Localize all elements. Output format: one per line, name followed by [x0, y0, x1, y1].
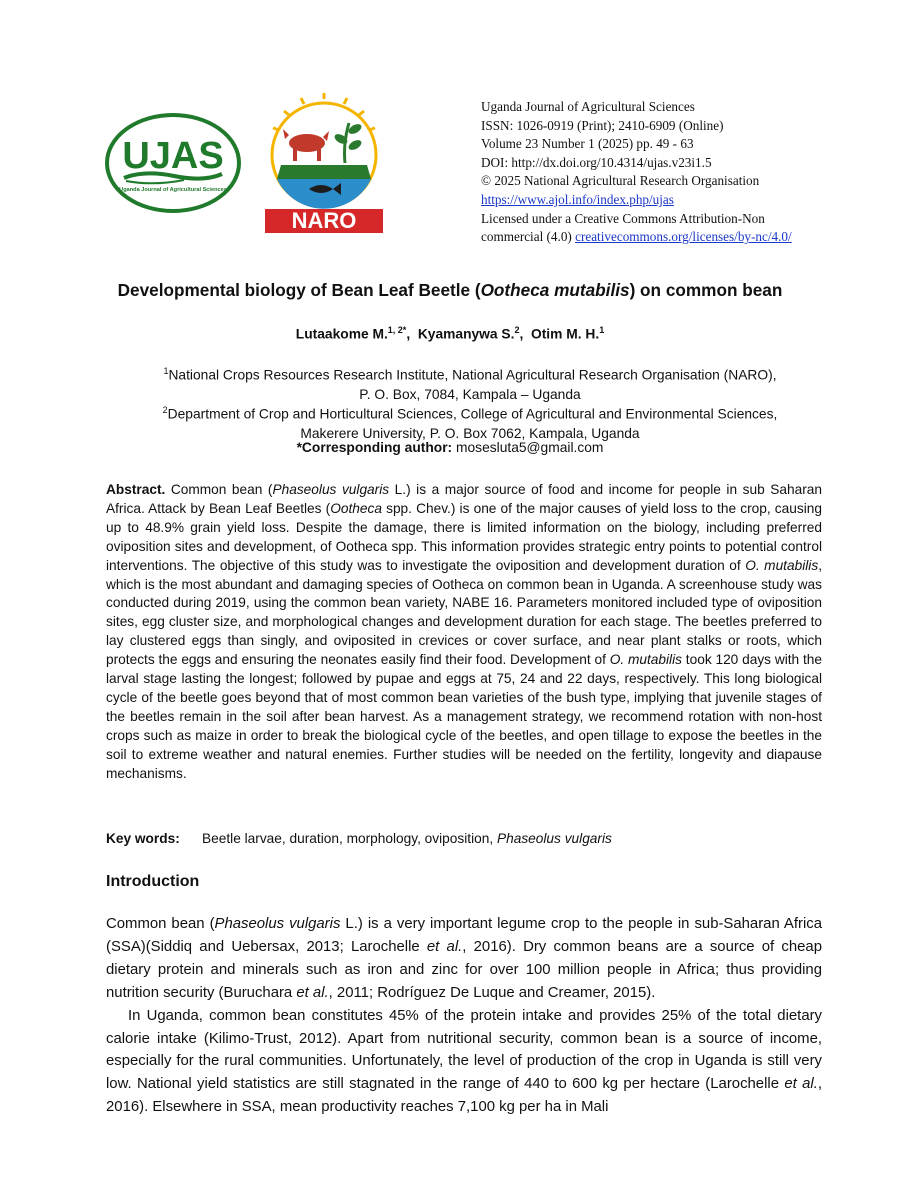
- intro-italic: et al.: [426, 938, 463, 955]
- author-affil-sup: 1: [599, 325, 605, 335]
- abstract-text: Common bean (: [165, 482, 273, 497]
- paper-title: [0, 280, 900, 301]
- naro-logo-text: NARO: [291, 208, 357, 233]
- author-name: Lutaakome M.: [295, 326, 388, 342]
- abstract-text: L.) is a major source of food and income for people in sub Saharan Africa. Attack by Bean Leaf Beetles (: [106, 482, 822, 516]
- keywords-italic: Phaseolus vulgaris: [496, 831, 612, 846]
- affiliation: [100, 401, 840, 443]
- title-text: Developmental biology of Bean Leaf Beetle (: [117, 280, 481, 300]
- author-name: Otim M. H.: [530, 326, 600, 342]
- intro-text: , 2016). Elsewhere in SSA, mean productivity reaches 7,100 kg per ha in Mali: [106, 1076, 822, 1116]
- ujas-logo-subtext: Uganda Journal of Agricultural Sciences: [119, 187, 227, 193]
- intro-text: , 2016). Dry common beans are a source of cheap dietary protein and minerals such as iron and zinc for over 100 million people in Africa; thus providing nutrition security (Buruchara: [106, 938, 822, 1001]
- abstract-label: Abstract.: [106, 482, 166, 497]
- affiliation-line: National Crops Resources Research Institute, National Agricultural Research Organisation (NARO),: [168, 367, 777, 383]
- keywords-colon: :: [175, 831, 180, 846]
- intro-text: L.) is a very important legume crop to the people in sub-Saharan Africa (SSA)(Siddiq and Uebersax, 2013; Larochelle: [106, 916, 822, 955]
- intro-text: Common bean (: [106, 916, 215, 932]
- intro-text: , 2011; Rodríguez De Luque and Creamer, 2015).: [328, 984, 656, 1001]
- journal-doi: DOI: http://dx.doi.org/10.4314/ujas.v23i1.5: [481, 154, 712, 170]
- journal-copyright: © 2025 National Agricultural Research Organisation: [481, 173, 760, 189]
- journal-info: [481, 98, 861, 247]
- affiliation-line: Makerere University, P. O. Box 7062, Kampala, Uganda: [300, 425, 640, 441]
- intro-italic: et al.: [784, 1076, 818, 1093]
- journal-name: Uganda Journal of Agricultural Sciences: [481, 99, 695, 114]
- ujas-logo: [104, 112, 242, 214]
- intro-italic: et al.: [296, 984, 329, 1001]
- ujas-logo-text: UJAS: [122, 135, 224, 177]
- abstract-text: took 120 days with the larval stage lasting the longest; followed by pupae and eggs at 75, 24 and 22 days, respectively. This long biological cycle of the beetle goes beyond that of most common bean varieties of the bush type, implying that juvenile stages of the beetles remain in the soil after bean harvest. As a management strategy, we recommend rotation with non-host crops such as maize in order to break the biological cycle of the beetles, and open tillage to expose the beetles in the soil to extreme weather and natural enemies. Further studies will be needed on the fertility, longevity and diapause mechanisms.: [106, 652, 822, 781]
- author-list: Lutaakome M.$^{1, 2*}$, Kyamanywa S.$^2$, Otim M. H.$^1$: [295, 325, 605, 342]
- journal-volume: Volume 23 Number 1 (2025) pp. 49 - 63: [481, 136, 694, 152]
- affiliation-line: Department of Crop and Horticultural Sciences, College of Agricultural and Environmental Sciences,: [167, 406, 778, 422]
- affiliation-line: P. O. Box, 7084, Kampala – Uganda: [359, 386, 581, 402]
- abstract-italic: Ootheca: [330, 500, 382, 516]
- intro-paragraph: [106, 913, 822, 1005]
- title-suffix: ) on common bean: [629, 280, 783, 300]
- license-prefix: commercial (4.0): [481, 229, 576, 245]
- license-url-link[interactable]: creativecommons.org/licenses/by-nc/4.0/: [575, 229, 792, 245]
- introduction-body: [106, 913, 822, 1119]
- author-affil-sup: 1, 2*: [387, 325, 407, 335]
- abstract-italic: O. mutabilis: [745, 557, 819, 573]
- author-name: Kyamanywa S.: [417, 326, 515, 342]
- affiliation-number: 2: [162, 405, 168, 415]
- abstract-text: spp. Chev.) is one of the major causes of yield loss to the crop, causing up to 48.9% grain yield loss. Despite the damage, there is limited information on the biology, including preferred oviposition sites and development, of Ootheca spp. This information provides strategic entry points to potential control interventions. The objective of this study was to investigate the oviposition and development duration of: [106, 500, 822, 573]
- corresponding-email: mosesluta5@gmail.com: [456, 440, 604, 455]
- affiliation-number: 1: [163, 366, 169, 376]
- author-affil-sup: 2: [514, 325, 520, 335]
- journal-url-link[interactable]: https://www.ajol.info/index.php/ujas: [481, 191, 674, 207]
- intro-italic: Phaseolus vulgaris: [214, 916, 341, 932]
- keywords-text: Beetle larvae, duration, morphology, oviposition,: [202, 831, 497, 846]
- abstract-italic: O. mutabilis: [609, 652, 682, 668]
- title-species: Ootheca mutabilis: [480, 280, 630, 300]
- abstract-text: , which is the most abundant and damaging species of Ootheca on common bean in Uganda. A screenhouse study was conducted during 2019, using the common bean variety, NABE 16. Parameters monitored included type of oviposition sites, egg cluster size, and morphological changes and development duration for each stage. The beetles preferred to lay clustered eggs than singly, and oviposited in crevices or cover surface, and near plant stalks or roots, which protects the eggs and ensuring the neonates easily find their food. Development of: [106, 557, 822, 668]
- naro-logo: [263, 93, 385, 235]
- license-line: Licensed under a Creative Commons Attribution-Non: [481, 210, 765, 226]
- keywords: [106, 831, 822, 846]
- intro-paragraph: [106, 1005, 822, 1120]
- journal-issn: ISSN: 1026-0919 (Print); 2410-6909 (Online): [481, 117, 724, 133]
- abstract: [106, 481, 822, 784]
- affiliation: [100, 362, 840, 404]
- abstract-italic: Phaseolus vulgaris: [272, 482, 390, 497]
- corresponding-label: *Corresponding author:: [296, 440, 453, 455]
- intro-text: In Uganda, common bean constitutes 45% of the protein intake and provides 25% of the total dietary calorie intake (Kilimo-Trust, 2012). Apart from nutritional security, common bean is a source of income, especially for the rural communities. Unfortunately, the level of production of the crop in Uganda is still very low. National yield statistics are still stagnated in the range of 440 to 600 kg per hectare (Larochelle: [106, 1007, 822, 1093]
- keywords-label: Key words: [106, 831, 176, 846]
- introduction-heading: Introduction: [106, 873, 200, 890]
- corresponding-author: [0, 440, 900, 455]
